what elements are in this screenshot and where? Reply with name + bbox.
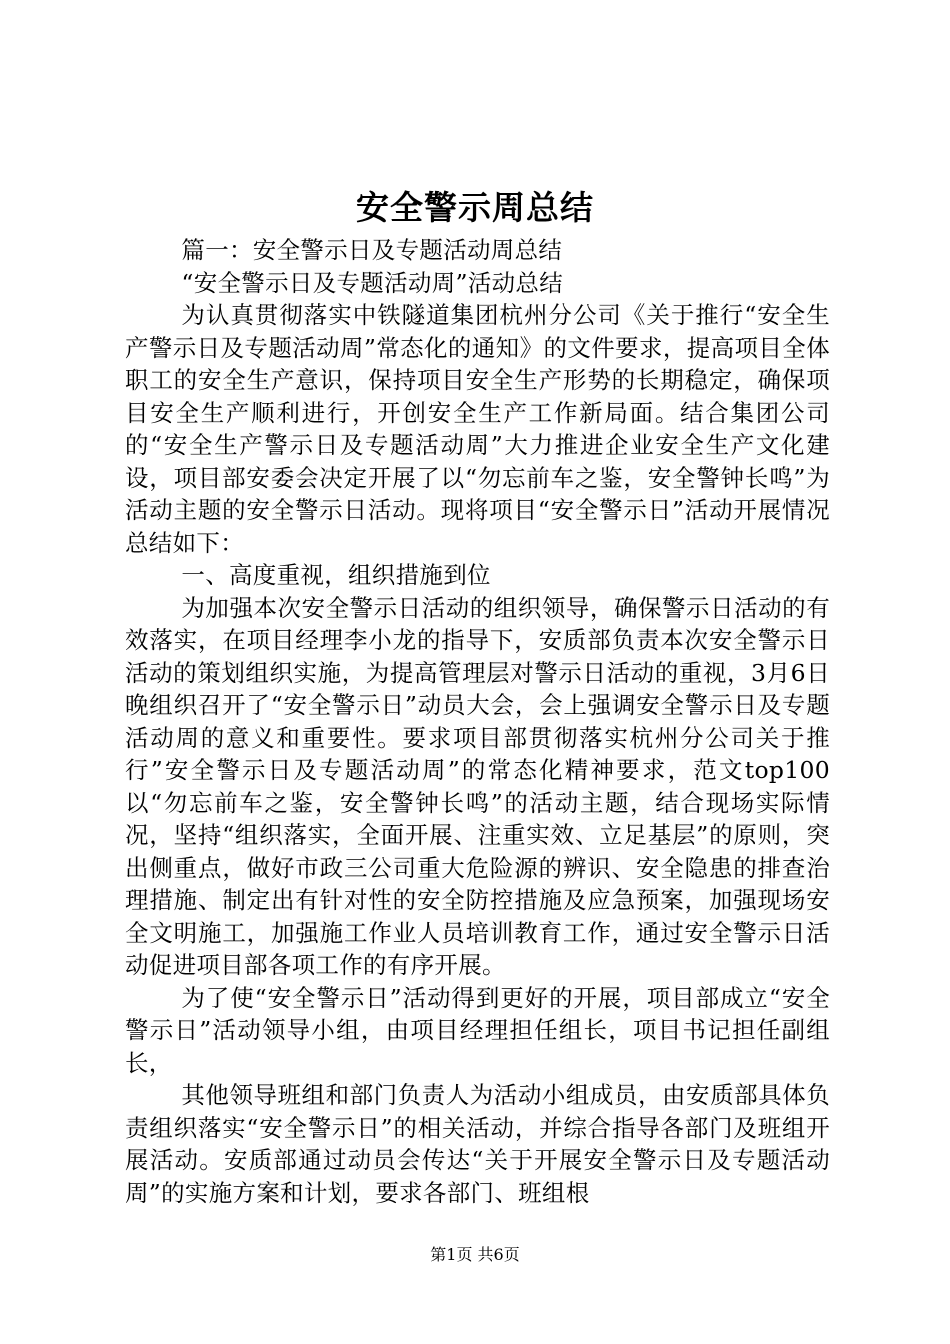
section-heading: 篇一：安全警示日及专题活动周总结 [181, 236, 563, 264]
document-title: 安全警示周总结 [356, 188, 594, 227]
subtitle-paragraph: “安全警示日及专题活动周”活动总结 [181, 268, 564, 297]
page-number-footer: 第1页 共6页 [430, 1245, 520, 1264]
section-heading: 一、高度重视，组织措施到位 [181, 561, 491, 589]
document-body [125, 234, 830, 1209]
body-paragraph: 为了使“安全警示日”活动得到更好的开展，项目部成立“安全警示日”活动领导小组，由项目经理担任组长，项目书记担任副组长， [125, 983, 830, 1077]
body-paragraph: 其他领导班组和部门负责人为活动小组成员，由安质部具体负责组织落实“安全警示日”的相关活动，并综合指导各部门及班组开展活动。安质部通过动员会传达“关于开展安全警示日及专题活动周”的实施方案和计划，要求各部门、班组根 [125, 1081, 830, 1207]
body-paragraph: 为加强本次安全警示日活动的组织领导，确保警示日活动的有效落实，在项目经理李小龙的指导下，安质部负责本次安全警示日活动的策划组织实施，为提高管理层对警示日活动的重视，3月6日晚组织召开了“安全警示日”动员大会，会上强调安全警示日及专题活动周的意义和重要性。要求项目部贯彻落实杭州分公司关于推行”安全警示日及专题活动周”的常态化精神要求，范文top100以“勿忘前车之鉴，安全警钟长鸣”的活动主题，结合现场实际情况，坚持“组织落实，全面开展、注重实效、立足基层”的原则，突出侧重点，做好市政三公司重大危险源的辨识、安全隐患的排查治理措施、制定出有针对性的安全防控措施及应急预案，加强现场安全文明施工，加强施工作业人员培训教育工作，通过安全警示日活动促进项目部各项工作的有序开展。 [125, 593, 830, 979]
body-paragraph: 为认真贯彻落实中铁隧道集团杭州分公司《关于推行“安全生产警示日及专题活动周”常态化的通知》的文件要求，提高项目全体职工的安全生产意识，保持项目安全生产形势的长期稳定，确保项目安全生产顺利进行，开创安全生产工作新局面。结合集团公司的“安全生产警示日及专题活动周”大力推进企业安全生产文化建设，项目部安委会决定开展了以“勿忘前车之鉴，安全警钟长鸣”为活动主题的安全警示日活动。现将项目“安全警示日”活动开展情况总结如下： [125, 301, 830, 557]
